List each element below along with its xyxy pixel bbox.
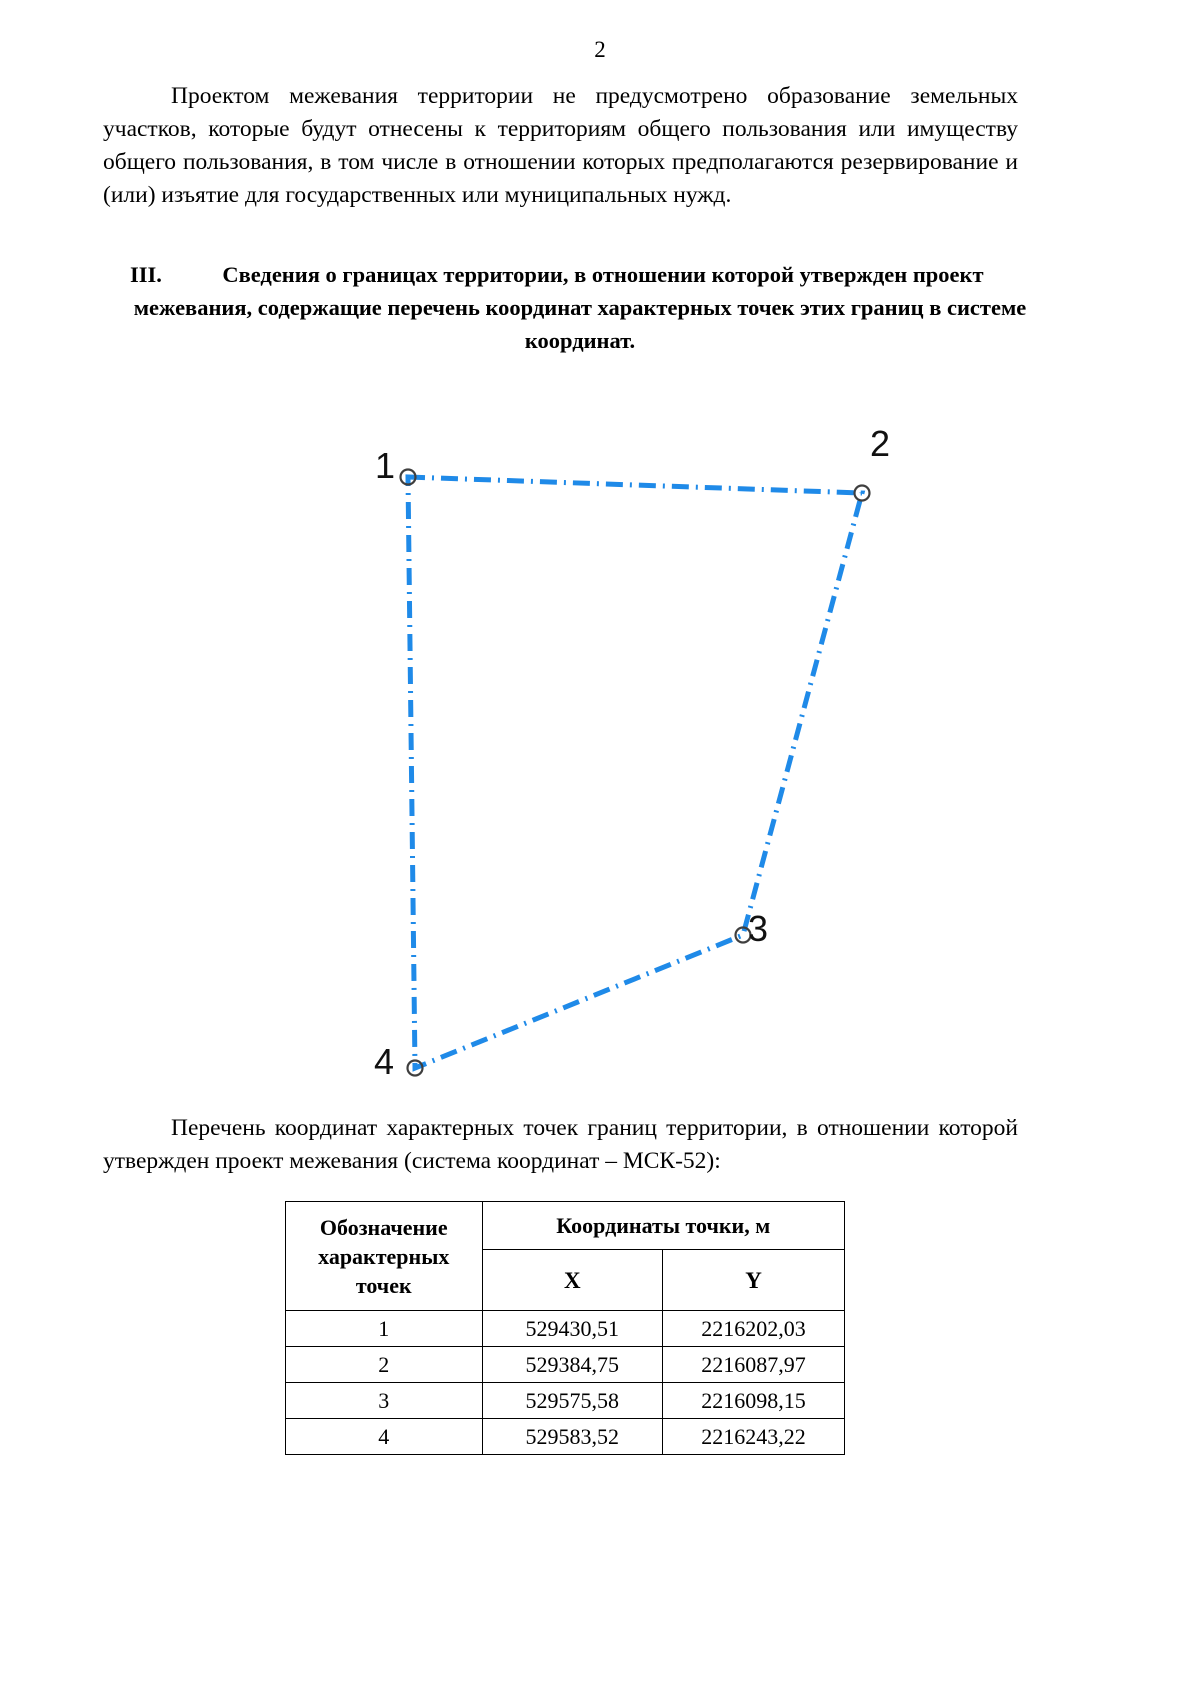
vertex-marker-2 — [855, 486, 870, 501]
header-designation: Обозначение характерных точек — [286, 1202, 483, 1311]
vertex-labels — [374, 423, 890, 1082]
table-row — [286, 1383, 845, 1419]
boundary-polygon-lines — [408, 477, 862, 1068]
boundary-polyline — [408, 477, 862, 1068]
section-numeral: III. — [130, 262, 162, 287]
cell-y: 2216243,22 — [663, 1419, 845, 1455]
vertex-label-3: 3 — [747, 908, 769, 949]
table-row — [286, 1347, 845, 1383]
cell-point: 4 — [286, 1419, 483, 1455]
paragraph-table-intro: Перечень координат характерных точек границ территории, в отношении которой утвержден проект межевания (система координат – МСК-52): — [103, 1115, 1018, 1174]
coordinates-table-head — [286, 1202, 845, 1311]
vertex-label-4: 4 — [373, 1041, 395, 1082]
coordinates-table-body — [286, 1311, 845, 1455]
cell-x: 529430,51 — [482, 1311, 663, 1347]
cell-y: 2216087,97 — [663, 1347, 845, 1383]
cell-x: 529575,58 — [482, 1383, 663, 1419]
cell-y: 2216202,03 — [663, 1311, 845, 1347]
cell-point: 1 — [286, 1311, 483, 1347]
paragraph-general-use-lands: Проектом межевания территории не предусмотрено образование земельных участков, которые будут отнесены к территориям общего пользования или имуществу общего пользования, в том числе в отношении которых предполагаются резервирование и (или) изъятие для государственных или муниципальных нужд. — [103, 83, 1018, 208]
cell-point: 3 — [286, 1383, 483, 1419]
table-header-row-1 — [286, 1202, 845, 1250]
cell-x: 529583,52 — [482, 1419, 663, 1455]
header-coordinates: Координаты точки, м — [482, 1202, 845, 1250]
boundary-diagram-svg — [0, 390, 1200, 1110]
header-y: Y — [663, 1250, 845, 1311]
vertex-label-2: 2 — [869, 423, 891, 464]
vertex-marker-1 — [401, 470, 416, 485]
boundary-diagram — [0, 390, 1200, 1110]
cell-point: 2 — [286, 1347, 483, 1383]
coordinates-table — [285, 1201, 845, 1455]
vertex-markers — [401, 470, 870, 1076]
page-number: 2 — [594, 37, 606, 62]
vertex-label-1: 1 — [374, 445, 396, 486]
header-x: X — [482, 1250, 663, 1311]
section-heading-iii — [130, 258, 1030, 357]
section-title: Сведения о границах территории, в отношении которой утвержден проект межевания, содержащие перечень координат характерных точек этих границ в системе координат. — [133, 262, 1027, 353]
cell-y: 2216098,15 — [663, 1383, 845, 1419]
table-row — [286, 1311, 845, 1347]
cell-x: 529384,75 — [482, 1347, 663, 1383]
vertex-marker-4 — [408, 1061, 423, 1076]
table-row — [286, 1419, 845, 1455]
